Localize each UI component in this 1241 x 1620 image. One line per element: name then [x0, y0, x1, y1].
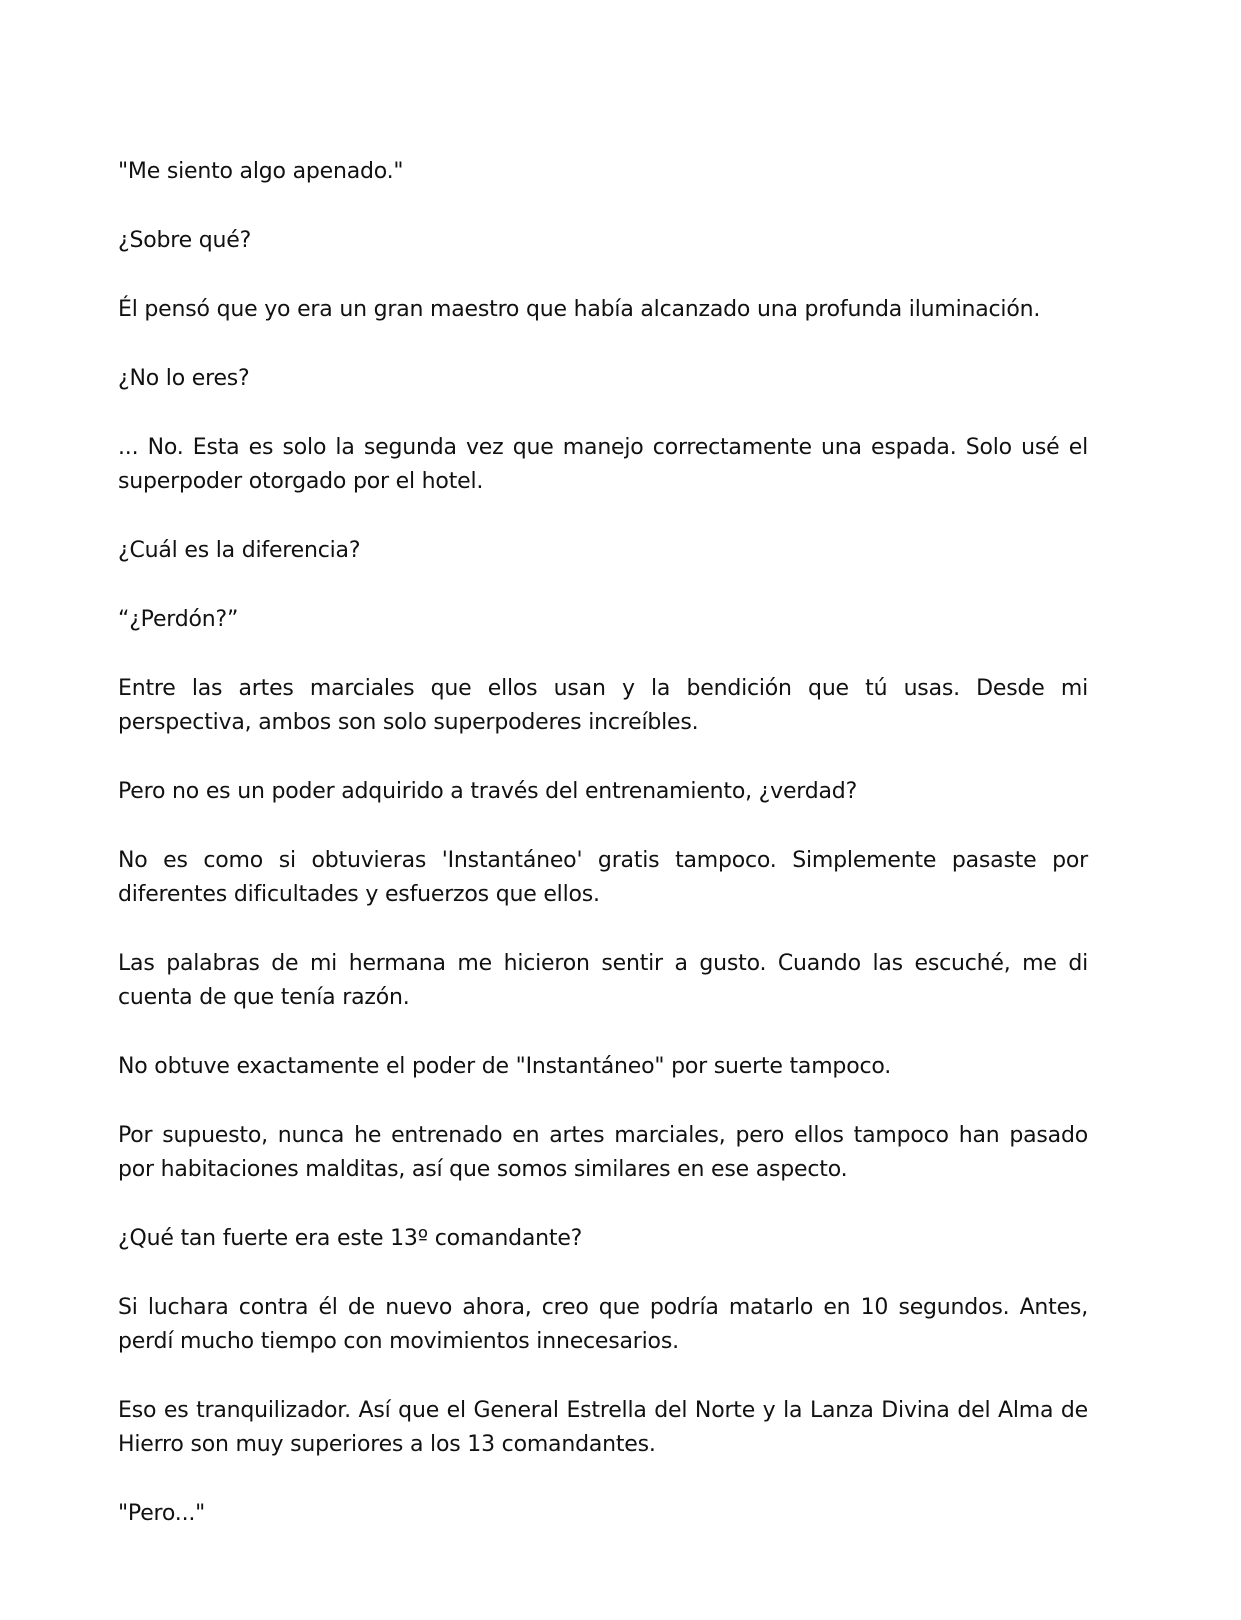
paragraph: ... No. Esta es solo la segunda vez que manejo correctamente una espada. Solo usé el superpoder otorgado por el hotel.	[118, 435, 1088, 494]
paragraph: "Me siento algo apenado."	[118, 159, 404, 184]
paragraph: Por supuesto, nunca he entrenado en artes marciales, pero ellos tampoco han pasado por habitaciones malditas, así que somos similares en ese aspecto.	[118, 1123, 1088, 1182]
paragraph: ¿No lo eres?	[118, 366, 250, 391]
paragraph: Eso es tranquilizador. Así que el General Estrella del Norte y la Lanza Divina del Alma de Hierro son muy superiores a los 13 comandantes.	[118, 1398, 1088, 1457]
paragraph: Entre las artes marciales que ellos usan y la bendición que tú usas. Desde mi perspectiva, ambos son solo superpoderes increíbles.	[118, 676, 1088, 735]
paragraph: "Pero..."	[118, 1501, 206, 1526]
paragraph: ¿Sobre qué?	[118, 228, 252, 253]
paragraph: ¿Cuál es la diferencia?	[118, 538, 361, 563]
paragraph: “¿Perdón?”	[118, 607, 239, 632]
paragraph: Si luchara contra él de nuevo ahora, creo que podría matarlo en 10 segundos. Antes, perdí mucho tiempo con movimientos innecesarios.	[118, 1295, 1088, 1354]
paragraph: Él pensó que yo era un gran maestro que había alcanzado una profunda iluminación.	[118, 297, 1041, 322]
paragraph: Pero no es un poder adquirido a través del entrenamiento, ¿verdad?	[118, 779, 858, 804]
paragraph: No es como si obtuvieras 'Instantáneo' gratis tampoco. Simplemente pasaste por diferentes dificultades y esfuerzos que ellos.	[118, 848, 1088, 907]
paragraph: Las palabras de mi hermana me hicieron sentir a gusto. Cuando las escuché, me di cuenta de que tenía razón.	[118, 951, 1088, 1010]
body-text	[118, 155, 1088, 1566]
paragraph: No obtuve exactamente el poder de "Instantáneo" por suerte tampoco.	[118, 1054, 892, 1079]
paragraph: ¿Qué tan fuerte era este 13º comandante?	[118, 1226, 583, 1251]
